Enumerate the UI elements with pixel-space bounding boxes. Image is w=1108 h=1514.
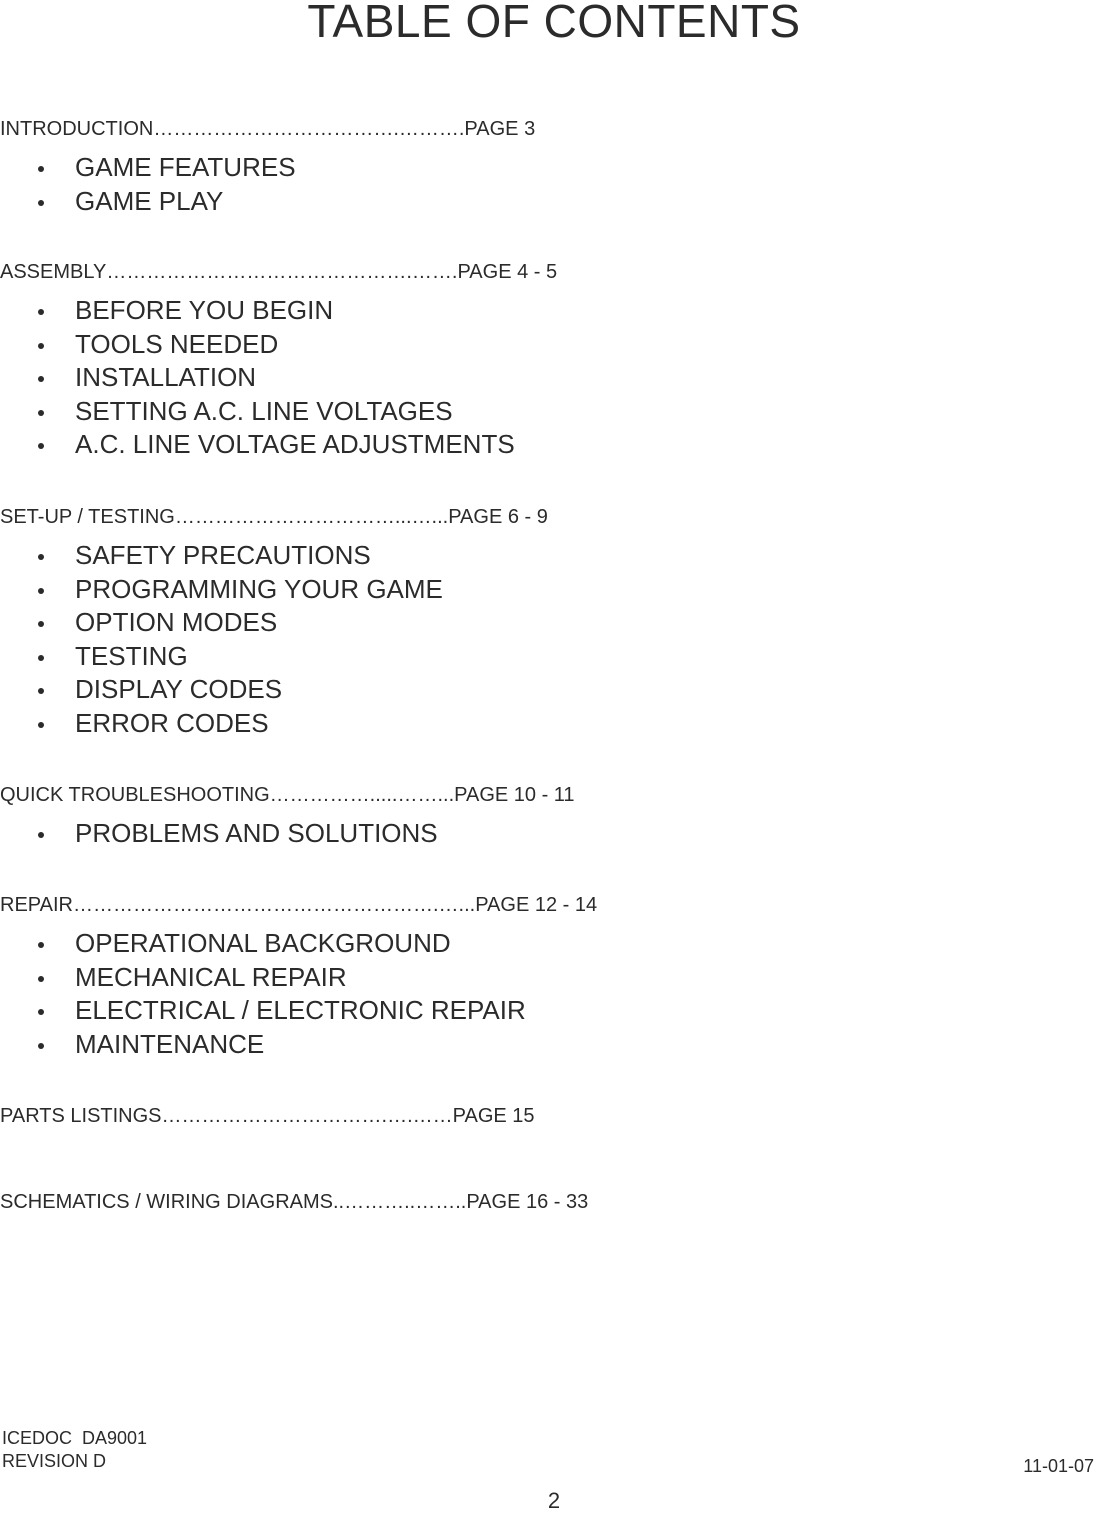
toc-item-label: OPTION MODES: [75, 607, 278, 638]
bullet-icon: [38, 688, 44, 694]
toc-heading[interactable]: QUICK TROUBLESHOOTING…………….....……...PAGE 10 - 11: [0, 784, 575, 806]
toc-item-label: DISPLAY CODES: [75, 674, 283, 705]
toc-heading[interactable]: REPAIR……………………………………………….…...PAGE 12 - 14: [0, 894, 598, 916]
toc-item-label: GAME PLAY: [75, 185, 224, 216]
toc-item[interactable]: [0, 1028, 1108, 1062]
bullet-icon: [38, 722, 44, 728]
toc-heading[interactable]: PARTS LISTINGS…………………………….….……PAGE 15: [0, 1105, 535, 1127]
bullet-icon: [38, 410, 44, 416]
toc-item[interactable]: [0, 640, 1108, 674]
toc-section-setup-testing: [0, 497, 1108, 741]
toc-heading[interactable]: SET-UP / TESTING……………………………...…...PAGE 6 - 9: [0, 506, 548, 528]
toc-section-parts-listings: [0, 1096, 1108, 1136]
toc-item[interactable]: [0, 927, 1108, 961]
toc-item[interactable]: [0, 606, 1108, 640]
bullet-icon: [38, 976, 44, 982]
toc-item-label: OPERATIONAL BACKGROUND: [75, 928, 451, 958]
toc-section-schematics: [0, 1182, 1108, 1222]
toc-item[interactable]: [0, 707, 1108, 741]
toc-item[interactable]: [0, 573, 1108, 607]
toc-item[interactable]: [0, 817, 1108, 851]
toc-item-label: ERROR CODES: [75, 707, 269, 738]
toc-item[interactable]: [0, 961, 1108, 995]
toc-item-label: GAME FEATURES: [75, 152, 296, 182]
toc-item[interactable]: [0, 185, 1108, 219]
toc-item-label: A.C. LINE VOLTAGE ADJUSTMENTS: [75, 429, 515, 460]
bullet-icon: [38, 554, 44, 560]
toc-item-label: MAINTENANCE: [75, 1028, 265, 1059]
toc-item-label: TESTING: [75, 640, 188, 671]
bullet-icon: [38, 1009, 44, 1015]
toc-item-label: INSTALLATION: [75, 362, 257, 393]
bullet-icon: [38, 942, 44, 948]
toc-item[interactable]: [0, 994, 1108, 1028]
bullet-icon: [38, 200, 44, 206]
toc-item-label: MECHANICAL REPAIR: [75, 961, 347, 992]
toc-item-label: BEFORE YOU BEGIN: [75, 295, 334, 325]
toc-item[interactable]: [0, 328, 1108, 362]
toc-section-repair: [0, 885, 1108, 1061]
toc-item[interactable]: [0, 673, 1108, 707]
toc-item-label: ELECTRICAL / ELECTRONIC REPAIR: [75, 995, 526, 1026]
toc-item[interactable]: [0, 428, 1108, 462]
bullet-icon: [38, 588, 44, 594]
bullet-icon: [38, 832, 44, 838]
bullet-icon: [38, 166, 44, 172]
toc-item-label: SAFETY PRECAUTIONS: [75, 540, 371, 570]
toc-item[interactable]: [0, 294, 1108, 328]
bullet-icon: [38, 343, 44, 349]
toc-item[interactable]: [0, 395, 1108, 429]
document-date: 11-01-07: [1023, 1456, 1094, 1476]
toc-section-assembly: [0, 252, 1108, 462]
toc-section-troubleshooting: [0, 775, 1108, 851]
toc-item-label: PROBLEMS AND SOLUTIONS: [75, 818, 438, 848]
toc-heading[interactable]: SCHEMATICS / WIRING DIAGRAMS..………..……..PAGE 16 - 33: [0, 1191, 589, 1213]
toc-heading[interactable]: INTRODUCTION……………………………….……….PAGE 3: [0, 118, 536, 140]
toc-item-label: SETTING A.C. LINE VOLTAGES: [75, 395, 453, 426]
toc-heading[interactable]: ASSEMBLY……………………………………….…….PAGE 4 - 5: [0, 261, 558, 283]
document-id: ICEDOC DA9001: [2, 1428, 148, 1448]
bullet-icon: [38, 1043, 44, 1049]
page-number: 2: [547, 1488, 561, 1513]
toc-item-label: TOOLS NEEDED: [75, 328, 279, 359]
toc-item[interactable]: [0, 539, 1108, 573]
bullet-icon: [38, 621, 44, 627]
revision-label: REVISION D: [2, 1451, 107, 1471]
page-title: TABLE OF CONTENTS: [307, 0, 801, 47]
bullet-icon: [38, 376, 44, 382]
bullet-icon: [38, 443, 44, 449]
toc-item[interactable]: [0, 151, 1108, 185]
document-info: [2, 1427, 147, 1473]
bullet-icon: [38, 655, 44, 661]
toc-item-label: PROGRAMMING YOUR GAME: [75, 573, 443, 604]
toc-section-introduction: [0, 109, 1108, 218]
bullet-icon: [38, 309, 44, 315]
toc-item[interactable]: [0, 361, 1108, 395]
